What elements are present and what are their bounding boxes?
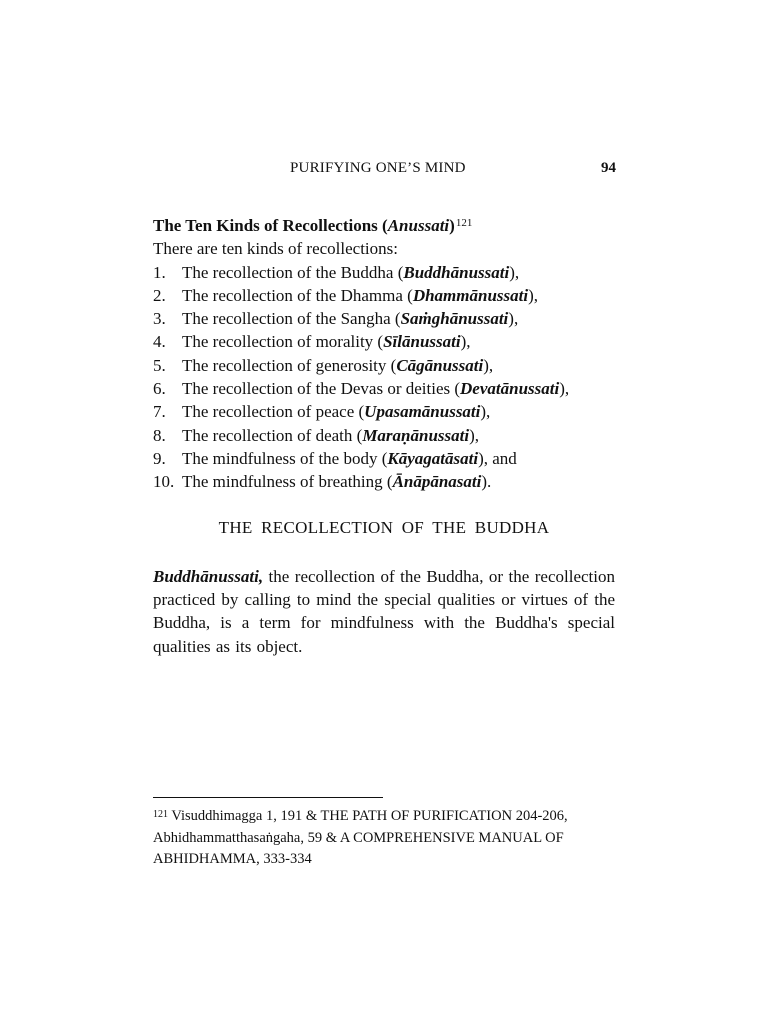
list-item-end: ), (483, 355, 494, 375)
chapter-heading: THE RECOLLECTION OF THE BUDDHA (218, 517, 550, 537)
list-item-end: ), (469, 425, 480, 445)
recollections-list (153, 261, 615, 494)
list-item-end: ), (508, 309, 519, 329)
list-item-number: 1. (153, 262, 166, 282)
list-item-text: The recollection of the Devas or deities ( (182, 379, 461, 399)
footnote-divider (153, 797, 383, 798)
list-item-number: 7. (153, 402, 166, 422)
footnote (153, 806, 603, 871)
section-heading (153, 214, 615, 237)
list-item-number: 6. (153, 379, 166, 399)
list-item-number: 3. (153, 309, 166, 329)
list-item (153, 377, 615, 400)
list-item-end: ), (528, 285, 539, 305)
list-item-number: 8. (153, 425, 166, 445)
list-item-number: 9. (153, 448, 166, 468)
list-item (153, 284, 615, 307)
list-item-pali: Buddhānussati (403, 262, 510, 282)
main-content (153, 214, 615, 658)
section-heading-close: ) (449, 216, 455, 235)
body-paragraph (153, 565, 615, 658)
section-intro: There are ten kinds of recollections: (153, 239, 398, 259)
list-item-pali: Kāyagatāsati (387, 448, 479, 468)
list-item (153, 261, 615, 284)
list-item-end: ), (559, 379, 570, 399)
section-heading-text: The Ten Kinds of Recollections ( (153, 216, 388, 235)
list-item-pali: Saṁghānussati (400, 309, 509, 329)
list-item-number: 4. (153, 332, 166, 352)
list-item-end: ), (460, 332, 471, 352)
list-item-pali: Devatānussati (460, 379, 560, 399)
list-item-pali: Upasamānussati (364, 402, 481, 422)
list-item-text: The recollection of generosity ( (182, 355, 397, 375)
list-item (153, 470, 615, 493)
paragraph-text: the recollection of the Buddha, or the recollection practiced by calling to mind the special qualities or virtues of the Buddha, is a term for mindfulness with the Buddha's special qualities as its object. (153, 566, 615, 656)
page-number: 94 (601, 160, 616, 176)
list-item (153, 400, 615, 423)
list-item-pali: Sīlānussati (383, 332, 461, 352)
list-item (153, 330, 615, 353)
list-item-pali: Dhammānussati (412, 285, 529, 305)
list-item-end: ), and (478, 448, 517, 468)
list-item-text: The recollection of the Sangha ( (182, 309, 401, 329)
list-item-number: 2. (153, 285, 166, 305)
list-item-end: ), (509, 262, 520, 282)
list-item-end: ). (481, 472, 492, 492)
footnote-marker: 121 (153, 809, 168, 820)
list-item-text: The recollection of death ( (182, 425, 363, 445)
footnote-reference[interactable]: 121 (455, 217, 473, 229)
list-item-text: The mindfulness of breathing ( (182, 472, 393, 492)
footnote-text: Visuddhimagga 1, 191 & THE PATH OF PURIFICATION 204-206, Abhidhammatthasaṅgaha, 59 & A COMPREHENSIVE MANUAL OF ABHIDHAMMA, 333-334 (153, 808, 568, 867)
list-item-text: The recollection of the Buddha ( (182, 262, 404, 282)
list-item-pali: Maraṇānussati (362, 425, 470, 445)
list-item-text: The recollection of peace ( (182, 402, 365, 422)
list-item-pali: Ānāpānasati (392, 472, 482, 492)
list-item-number: 10. (153, 472, 175, 492)
section-heading-pali: Anussati (387, 216, 450, 235)
paragraph-lead-term: Buddhānussati, (153, 566, 264, 586)
running-head-title: PURIFYING ONE’S MIND (290, 160, 466, 176)
list-item-text: The recollection of the Dhamma ( (182, 285, 413, 305)
list-item-text: The mindfulness of the body ( (182, 448, 388, 468)
list-item-end: ), (480, 402, 491, 422)
list-item-number: 5. (153, 355, 166, 375)
running-head (290, 160, 616, 180)
list-item-pali: Cāgānussati (396, 355, 484, 375)
list-item (153, 447, 615, 470)
list-item (153, 307, 615, 330)
list-item-text: The recollection of morality ( (182, 332, 384, 352)
list-item (153, 354, 615, 377)
list-item (153, 424, 615, 447)
